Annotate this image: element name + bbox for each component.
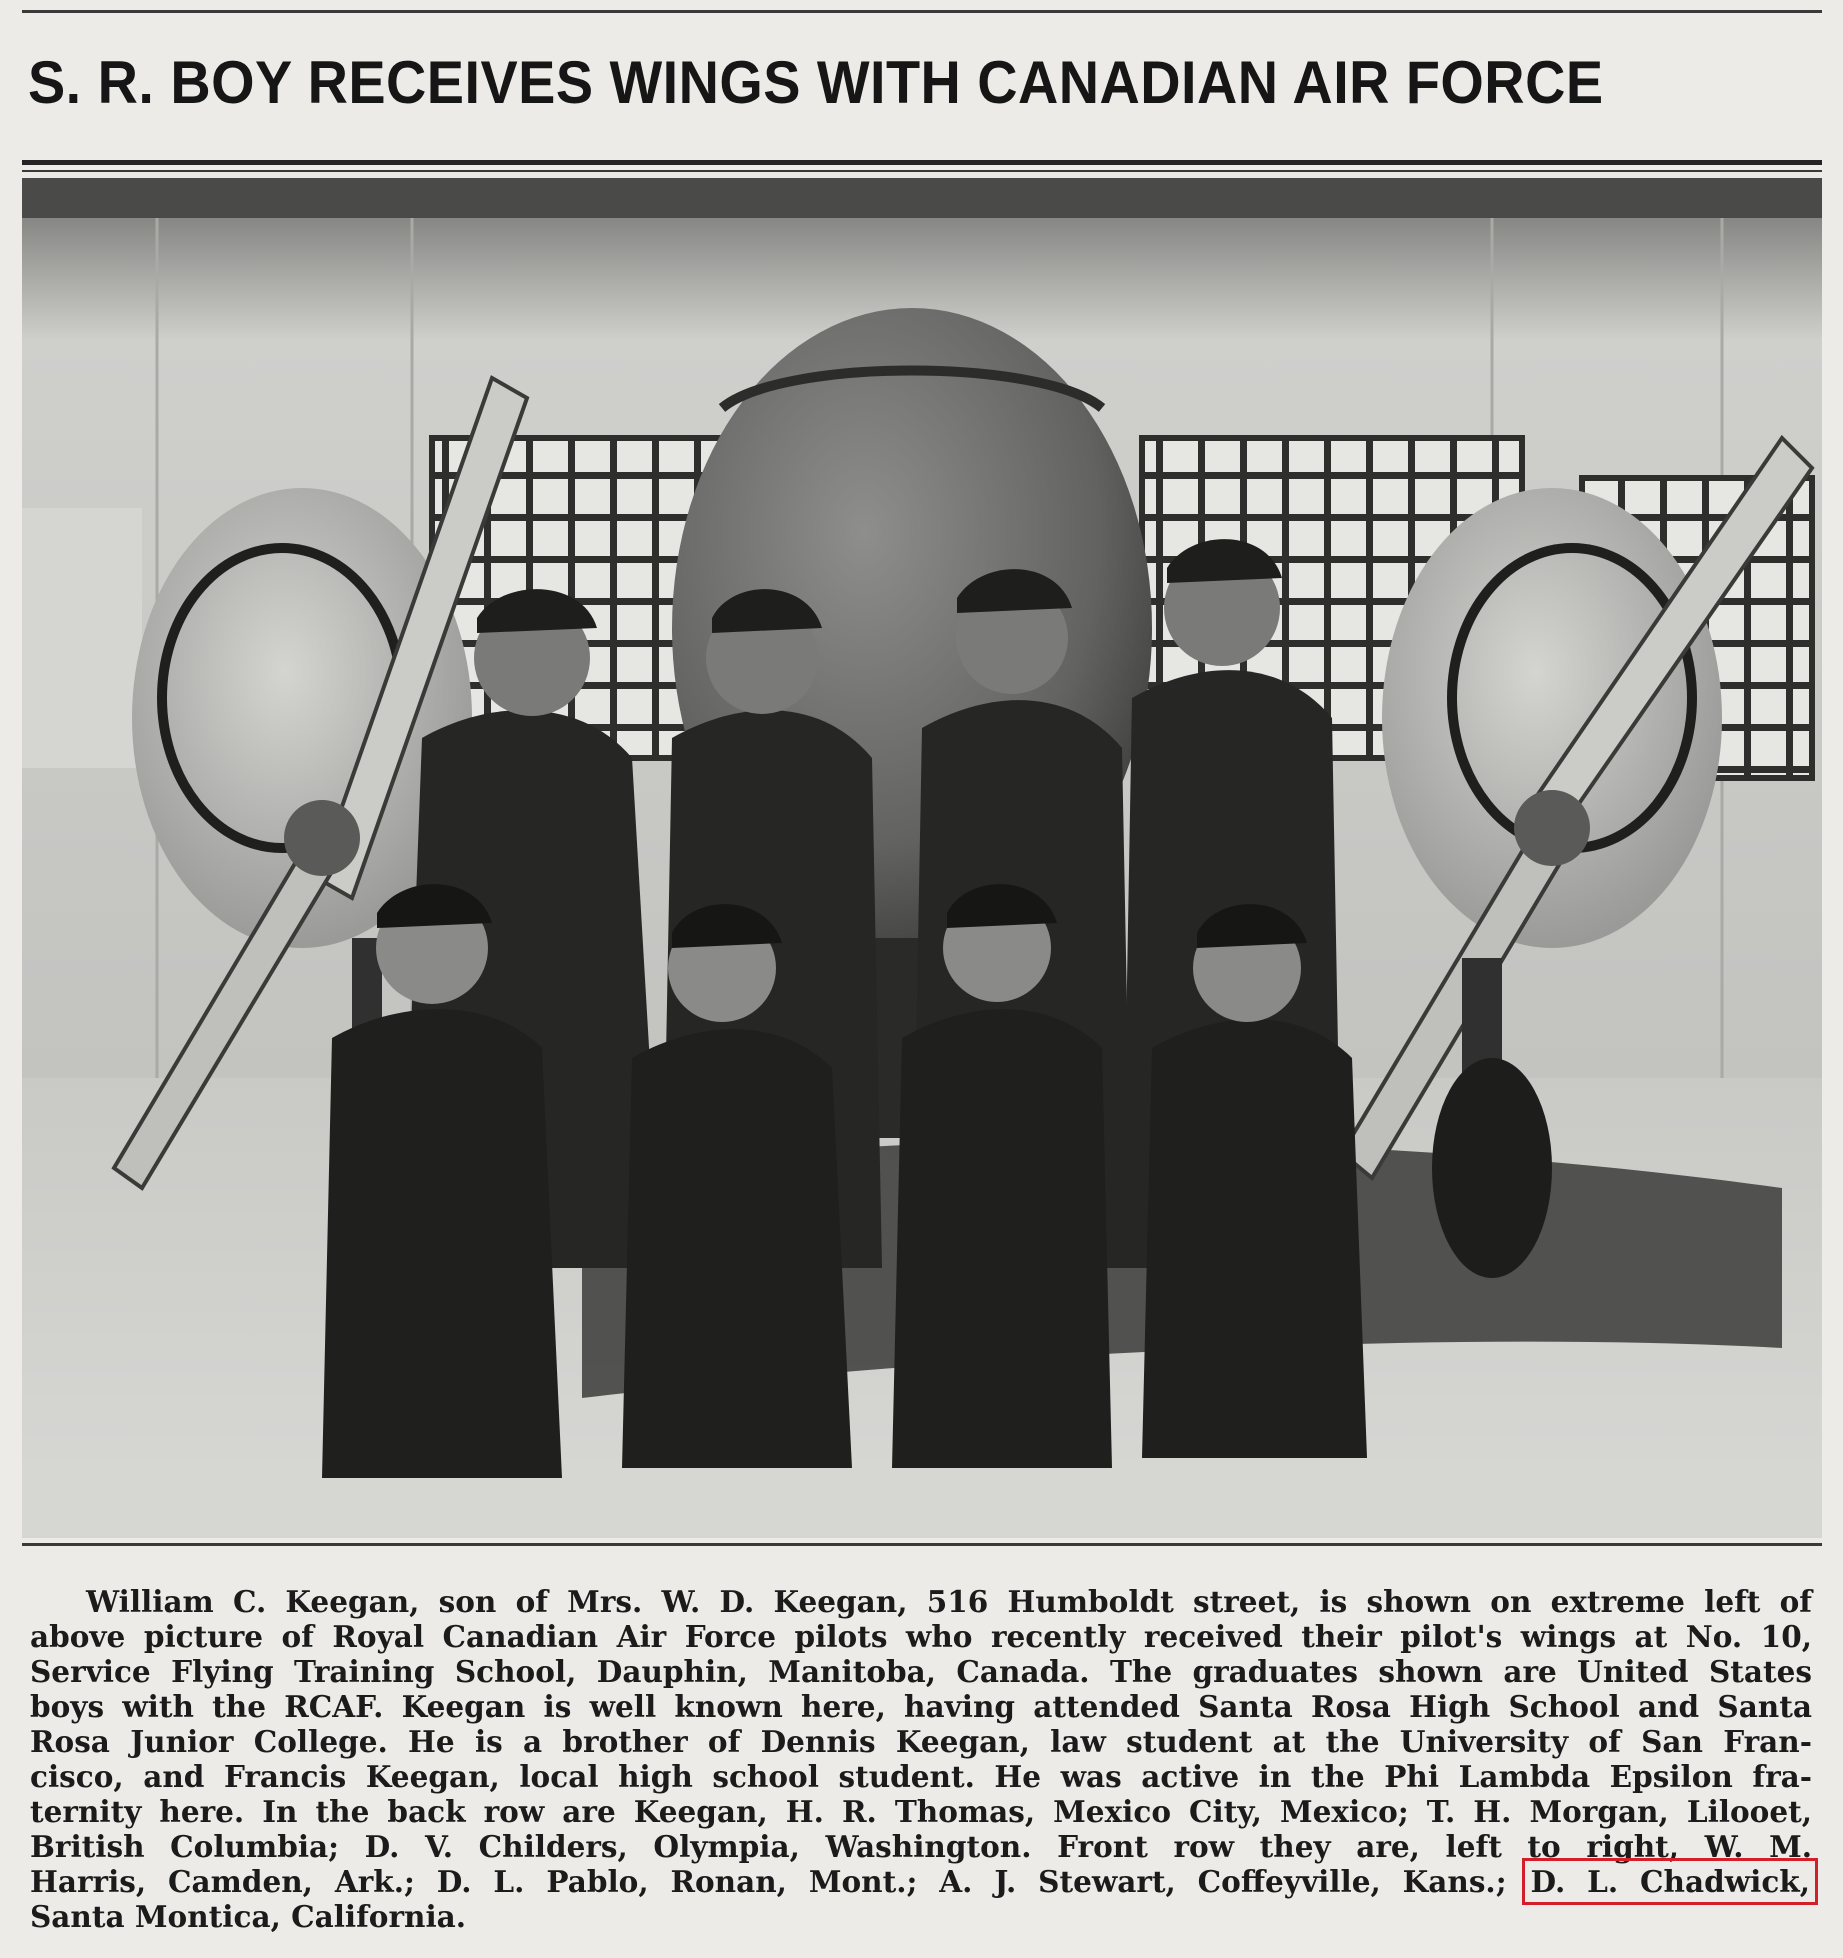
caption-line: above picture of Royal Canadian Air Force pilots who recently received their pilot's wings at No. 10,	[30, 1619, 1812, 1654]
caption-line: Service Flying Training School, Dauphin, Manitoba, Canada. The graduates shown are United States	[30, 1654, 1812, 1689]
caption-line: Rosa Junior College. He is a brother of Dennis Keegan, law student at the University of San Fran-	[30, 1724, 1812, 1759]
photo-caption	[30, 1584, 1812, 1934]
caption-text: Harris, Camden, Ark.; D. L. Pablo, Ronan, Mont.; A. J. Stewart, Coffeyville, Kans.;	[30, 1864, 1507, 1899]
caption-line: boys with the RCAF. Keegan is well known here, having attended Santa Rosa High School and Santa	[30, 1689, 1812, 1724]
caption-line: William C. Keegan, son of Mrs. W. D. Keegan, 516 Humboldt street, is shown on extreme left of	[86, 1584, 1812, 1619]
caption-rule	[22, 1543, 1822, 1546]
caption-line-highlighted	[30, 1864, 1812, 1899]
headline-rule-thin	[22, 170, 1822, 172]
headline-rule-thick	[22, 160, 1822, 165]
top-rule	[22, 10, 1822, 13]
caption-line: cisco, and Francis Keegan, local high school student. He was active in the Phi Lambda Epsilon fra-	[30, 1759, 1812, 1794]
photograph	[22, 178, 1822, 1538]
highlighted-name: D. L. Chadwick,	[1530, 1864, 1810, 1899]
headline: S. R. BOY RECEIVES WINGS WITH CANADIAN AIR FORCE	[28, 49, 1604, 116]
photo-illustration	[22, 178, 1822, 1538]
caption-line: British Columbia; D. V. Childers, Olympia, Washington. Front row they are, left to right, W. M.	[30, 1829, 1812, 1864]
caption-line: Santa Montica, California.	[30, 1899, 467, 1934]
caption-line: ternity here. In the back row are Keegan, H. R. Thomas, Mexico City, Mexico; T. H. Morgan, Lilooet,	[30, 1794, 1812, 1829]
